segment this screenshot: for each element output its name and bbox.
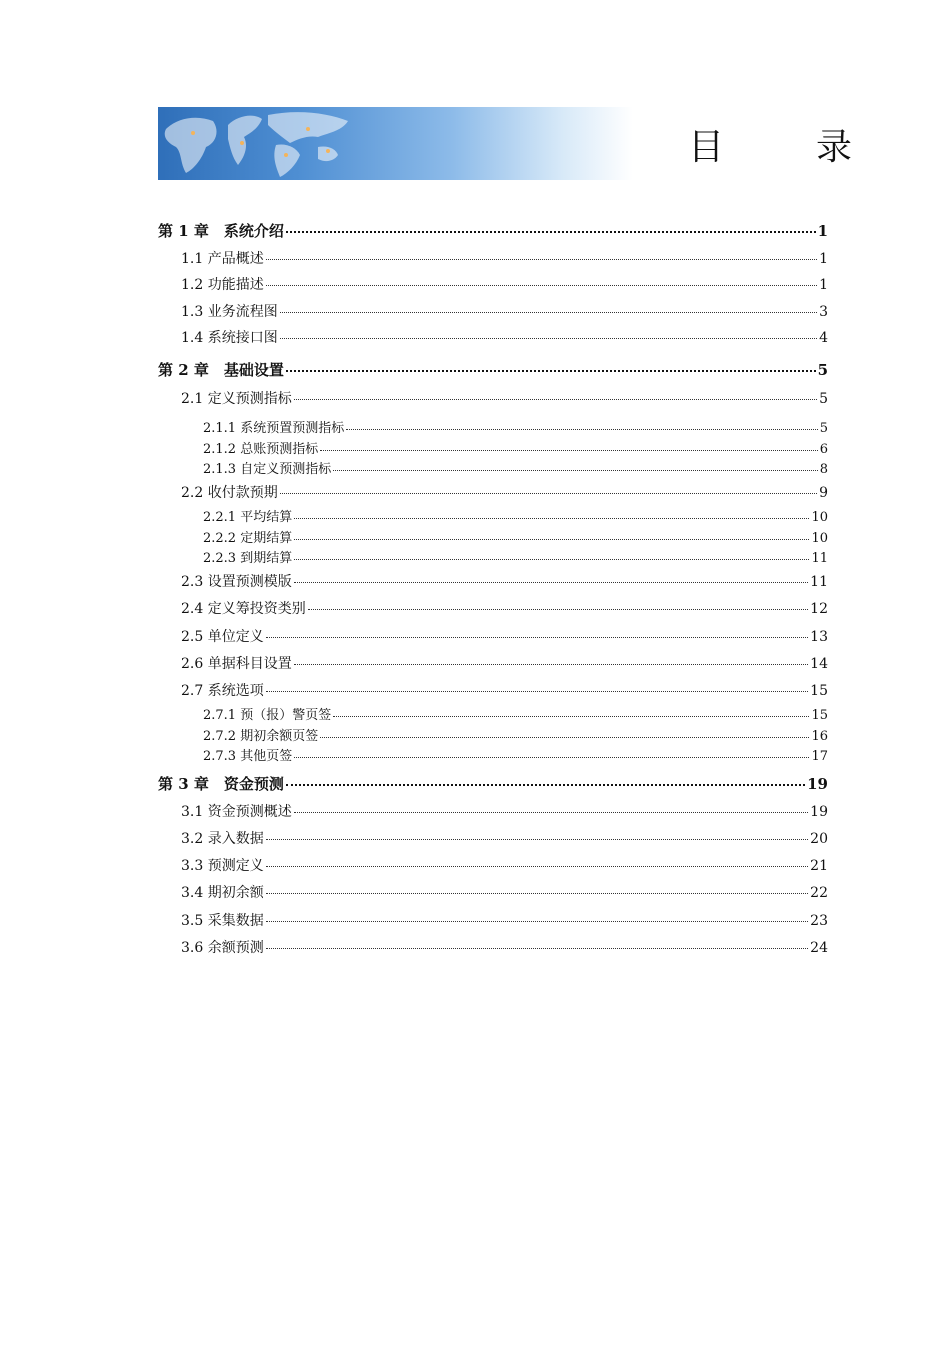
toc-entry-label: 2.7 系统选项 <box>181 683 264 699</box>
dot-leader <box>294 757 809 758</box>
dot-leader <box>346 429 818 430</box>
toc-entry-page: 1 <box>819 251 828 267</box>
toc-entry-page: 16 <box>811 729 828 744</box>
toc-entry-page: 10 <box>811 510 828 525</box>
toc-chapter-entry[interactable] <box>158 773 828 794</box>
toc-entry-label: 2.7.2 期初余额页签 <box>203 729 319 744</box>
toc-header <box>158 107 881 180</box>
dot-leader <box>320 737 809 738</box>
toc-entry-page: 5 <box>817 361 828 379</box>
toc-entry-page: 14 <box>810 656 828 672</box>
toc-entry-label: 2.3 设置预测模版 <box>181 574 292 590</box>
dot-leader <box>294 812 808 813</box>
toc-entry-page: 20 <box>810 831 828 847</box>
toc-entry-label: 2.1 定义预测指标 <box>181 391 292 407</box>
toc-entry-label: 第 2 章 基础设置 <box>158 361 284 379</box>
toc-entry-label: 1.4 系统接口图 <box>181 330 278 346</box>
dot-leader <box>294 664 808 665</box>
dot-leader <box>294 399 817 400</box>
dot-leader <box>294 518 809 519</box>
toc-section-entry[interactable] <box>158 626 828 646</box>
toc-entry-label: 3.5 采集数据 <box>181 913 264 929</box>
toc-section-entry[interactable] <box>158 653 828 673</box>
toc-entry-label: 2.2.1 平均结算 <box>203 510 293 525</box>
toc-entry-label: 第 3 章 资金预测 <box>158 775 284 793</box>
dot-leader <box>320 450 818 451</box>
toc-entry-label: 3.6 余额预测 <box>181 940 264 956</box>
toc-entry-label: 2.7.1 预（报）警页签 <box>203 708 332 723</box>
toc-entry-page: 9 <box>819 485 828 501</box>
dot-leader <box>280 338 817 339</box>
toc-entry-page: 5 <box>819 391 828 407</box>
toc-entry-label: 1.3 业务流程图 <box>181 304 278 320</box>
toc-section-entry[interactable] <box>158 680 828 700</box>
toc-subsection-entry[interactable] <box>158 417 828 436</box>
toc-section-entry[interactable] <box>158 910 828 930</box>
dot-leader <box>266 866 808 867</box>
toc-section-entry[interactable] <box>158 937 828 957</box>
toc-subsection-entry[interactable] <box>158 527 828 546</box>
toc-entry-label: 3.4 期初余额 <box>181 885 264 901</box>
toc-entry-page: 5 <box>819 421 828 436</box>
toc-entry-page: 8 <box>819 462 828 477</box>
toc-entry-page: 3 <box>819 304 828 320</box>
toc-section-entry[interactable] <box>158 571 828 591</box>
toc-entry-page: 19 <box>810 804 828 820</box>
toc-section-entry[interactable] <box>158 828 828 848</box>
toc-entry-label: 2.7.3 其他页签 <box>203 749 293 764</box>
dot-leader <box>266 921 808 922</box>
toc-entry-page: 10 <box>811 531 828 546</box>
toc-entry-page: 15 <box>811 708 828 723</box>
toc-entry-page: 11 <box>811 551 828 566</box>
toc-entry-page: 19 <box>807 775 828 793</box>
toc-entry-label: 2.2.3 到期结算 <box>203 551 293 566</box>
toc-entry-page: 23 <box>810 913 828 929</box>
toc-entry-page: 11 <box>810 574 828 590</box>
toc-entry-page: 12 <box>810 601 828 617</box>
toc-entry-label: 2.4 定义筹投资类别 <box>181 601 306 617</box>
toc-entry-page: 17 <box>811 749 828 764</box>
dot-leader <box>280 493 817 494</box>
toc-subsection-entry[interactable] <box>158 458 828 477</box>
toc-entry-page: 22 <box>810 885 828 901</box>
toc-entry-label: 第 1 章 系统介绍 <box>158 222 284 240</box>
toc-section-entry[interactable] <box>158 327 828 347</box>
toc-section-entry[interactable] <box>158 882 828 902</box>
toc-subsection-entry[interactable] <box>158 725 828 744</box>
toc-entry-label: 1.2 功能描述 <box>181 277 264 293</box>
dot-leader <box>333 716 809 717</box>
toc-entry-label: 2.2.2 定期结算 <box>203 531 293 546</box>
toc-entry-label: 2.1.3 自定义预测指标 <box>203 462 332 477</box>
toc-section-entry[interactable] <box>158 801 828 821</box>
toc-entry-label: 2.5 单位定义 <box>181 629 264 645</box>
dot-leader <box>266 691 808 692</box>
dot-leader <box>280 312 817 313</box>
toc-section-entry[interactable] <box>158 301 828 321</box>
dot-leader <box>266 259 817 260</box>
toc-section-entry[interactable] <box>158 388 828 408</box>
toc-entry-page: 6 <box>819 442 828 457</box>
page-title: 目 录 <box>688 127 881 168</box>
dot-leader <box>266 893 808 894</box>
toc-section-entry[interactable] <box>158 274 828 294</box>
toc-subsection-entry[interactable] <box>158 506 828 525</box>
toc-entry-page: 21 <box>810 858 828 874</box>
toc-subsection-entry[interactable] <box>158 438 828 457</box>
dot-leader <box>294 559 809 560</box>
world-map-icon <box>158 107 633 180</box>
toc-entry-page: 24 <box>810 940 828 956</box>
dot-leader <box>286 370 816 372</box>
toc-chapter-entry[interactable] <box>158 359 828 380</box>
dot-leader <box>286 231 816 233</box>
toc-entry-page: 1 <box>819 277 828 293</box>
dot-leader <box>266 948 808 949</box>
toc-entry-page: 1 <box>817 222 828 240</box>
toc-entry-label: 2.1.1 系统预置预测指标 <box>203 421 345 436</box>
toc-entry-label: 1.1 产品概述 <box>181 251 264 267</box>
toc-entry-page: 4 <box>819 330 828 346</box>
dot-leader <box>333 470 818 471</box>
dot-leader <box>266 285 817 286</box>
dot-leader <box>294 539 809 540</box>
toc-subsection-entry[interactable] <box>158 745 828 764</box>
dot-leader <box>266 839 808 840</box>
dot-leader <box>286 784 805 786</box>
dot-leader <box>266 637 808 638</box>
toc-entry-label: 2.2 收付款预期 <box>181 485 278 501</box>
toc-subsection-entry[interactable] <box>158 704 828 723</box>
toc-section-entry[interactable] <box>158 598 828 618</box>
toc-section-entry[interactable] <box>158 248 828 268</box>
toc-entry-label: 3.2 录入数据 <box>181 831 264 847</box>
header-banner <box>158 107 633 180</box>
toc-entry-label: 3.3 预测定义 <box>181 858 264 874</box>
dot-leader <box>308 609 808 610</box>
toc-chapter-entry[interactable] <box>158 220 828 241</box>
dot-leader <box>294 582 808 583</box>
toc-entry-label: 2.6 单据科目设置 <box>181 656 292 672</box>
toc-entry-label: 3.1 资金预测概述 <box>181 804 292 820</box>
toc-section-entry[interactable] <box>158 855 828 875</box>
toc-entry-label: 2.1.2 总账预测指标 <box>203 442 319 457</box>
toc-entry-page: 15 <box>810 683 828 699</box>
toc-subsection-entry[interactable] <box>158 547 828 566</box>
toc-entry-page: 13 <box>810 629 828 645</box>
toc-section-entry[interactable] <box>158 482 828 502</box>
